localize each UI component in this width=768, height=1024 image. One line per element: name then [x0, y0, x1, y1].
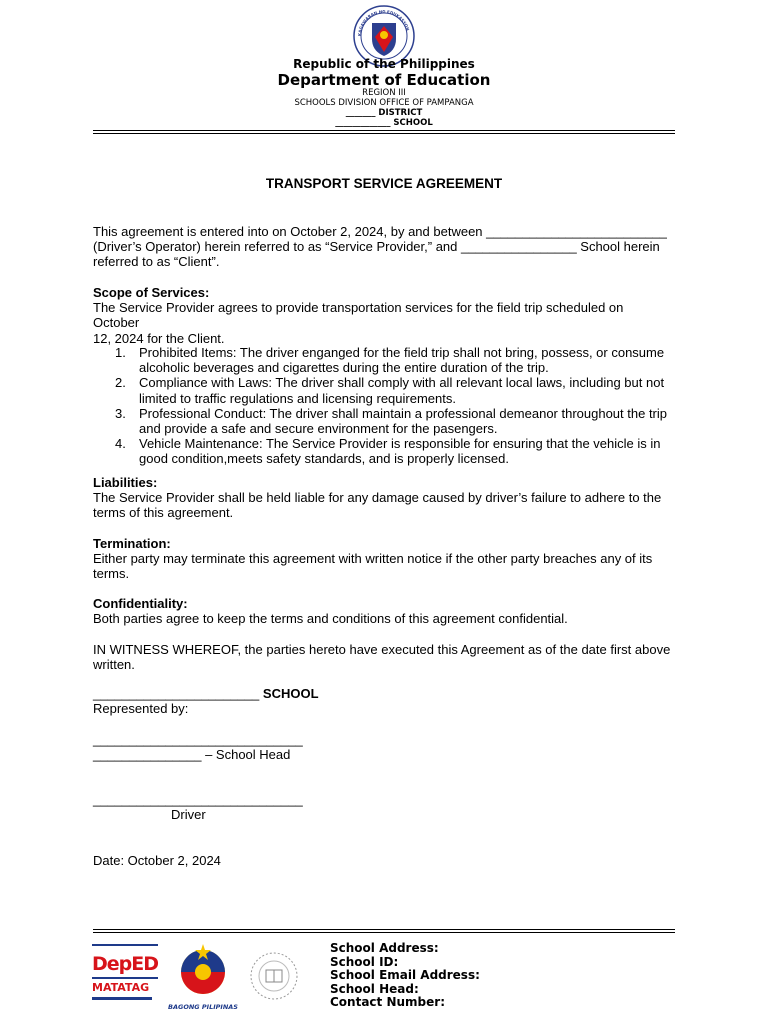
- region-label: REGION III: [362, 88, 406, 98]
- termination-heading: Termination:: [93, 536, 171, 551]
- list-line: Compliance with Laws: The driver shall comply with all relevant local laws, including but not: [139, 375, 665, 391]
- deped-logo-text: DepED: [92, 953, 159, 975]
- list-item: [93, 345, 673, 375]
- division-label: SCHOOLS DIVISION OFFICE OF PAMPANGA: [294, 98, 474, 108]
- intro-line: (Driver’s Operator) herein referred to as “Service Provider,” and ________________ School herein: [93, 239, 660, 255]
- document-title: TRANSPORT SERVICE AGREEMENT: [265, 176, 503, 191]
- list-item: [93, 375, 673, 405]
- school-email-label: School Email Address:: [330, 968, 480, 983]
- header-divider-2: [93, 133, 675, 134]
- intro-paragraph: [93, 224, 673, 270]
- liabilities-heading: Liabilities:: [93, 475, 158, 490]
- school-blank: _______________________: [93, 686, 260, 701]
- department-heading: Department of Education: [277, 71, 491, 89]
- seal-text: KAGAWARAN NG EDUKASYON: [356, 8, 411, 37]
- list-item: [93, 406, 673, 436]
- list-line: Professional Conduct: The driver shall maintain a professional demeanor throughout the trip: [139, 405, 668, 421]
- scope-section: [93, 285, 673, 346]
- intro-line: This agreement is entered into on October 2, 2024, by and between _________________________: [93, 224, 667, 239]
- scope-line: 12, 2024 for the Client.: [93, 330, 225, 346]
- scope-heading: Scope of Services:: [93, 285, 210, 300]
- scope-line: The Service Provider agrees to provide transportation services for the field trip scheduled on October: [93, 300, 624, 331]
- list-line: Vehicle Maintenance: The Service Provider is responsible for ensuring that the vehicle is in: [139, 436, 661, 452]
- school-head-blank: _______________: [93, 747, 202, 763]
- list-line: Prohibited Items: The driver enganged for the field trip shall not bring, possess, or consume: [139, 345, 665, 360]
- termination-section: [93, 536, 673, 582]
- represented-by: Represented by:: [93, 701, 189, 717]
- school-head-signature: [93, 732, 673, 762]
- school-head-label: – School Head: [205, 747, 291, 763]
- liabilities-section: [93, 475, 673, 521]
- intro-line: referred to as “Client”.: [93, 254, 220, 270]
- list-line: alcoholic beverages and cigarettes during the entire duration of the trip.: [139, 360, 549, 376]
- witness-paragraph: [93, 642, 673, 672]
- witness-line: IN WITNESS WHEREOF, the parties hereto have executed this Agreement as of the date first above: [93, 642, 671, 657]
- termination-line: terms.: [93, 566, 130, 582]
- deped-matatag-logo: [92, 944, 158, 1006]
- district-label: _______ DISTRICT: [345, 108, 423, 118]
- bagong-pilipinas-text: BAGONG PILIPINAS: [168, 1003, 238, 1011]
- school-signature: [93, 686, 673, 716]
- bagong-pilipinas-emblem: [168, 942, 238, 996]
- liabilities-line: The Service Provider shall be held liable for any damage caused by driver’s failure to adhere to the: [93, 490, 662, 506]
- republic-heading: Republic of the Philippines: [293, 57, 475, 71]
- school-head-footer-label: School Head:: [330, 981, 419, 996]
- agreement-date: Date: October 2, 2024: [93, 853, 221, 868]
- list-line: good condition,meets safety standards, and is properly licensed.: [139, 451, 509, 467]
- witness-line: written.: [93, 657, 135, 673]
- matatag-text: MATATAG: [92, 981, 150, 994]
- footer-divider-2: [93, 932, 675, 933]
- school-info-block: [330, 942, 480, 1010]
- list-item: [93, 436, 673, 466]
- terms-list: [93, 345, 673, 467]
- liabilities-line: terms of this agreement.: [93, 505, 234, 521]
- list-number: 2.: [115, 375, 126, 391]
- school-address-label: School Address:: [330, 941, 439, 955]
- list-number: 3.: [115, 405, 126, 421]
- list-number: 4.: [115, 436, 126, 452]
- bagong-pilipinas-logo: [168, 942, 238, 1011]
- confidentiality-line: Both parties agree to keep the terms and conditions of this agreement confidential.: [93, 611, 568, 627]
- school-label: _____________ SCHOOL: [335, 118, 433, 128]
- driver-signature: [93, 792, 673, 822]
- confidentiality-section: [93, 596, 673, 626]
- school-sign-label: SCHOOL: [262, 686, 319, 701]
- list-line: limited to traffic regulations and licensing requirements.: [139, 390, 456, 406]
- footer-divider: [93, 929, 675, 930]
- contact-number-label: Contact Number:: [330, 995, 445, 1010]
- school-head-line: _____________________________: [93, 732, 303, 747]
- school-logo-icon: [246, 950, 302, 1002]
- confidentiality-heading: Confidentiality:: [93, 596, 188, 611]
- list-number: 1.: [115, 345, 126, 360]
- driver-label: Driver: [171, 807, 206, 823]
- header-divider: [93, 130, 675, 131]
- list-line: and provide a safe and secure environment for the pasengers.: [139, 421, 498, 437]
- termination-line: Either party may terminate this agreement with written notice if the other party breaches any of its: [93, 551, 653, 567]
- school-id-label: School ID:: [330, 954, 399, 969]
- driver-line: _____________________________: [93, 792, 303, 807]
